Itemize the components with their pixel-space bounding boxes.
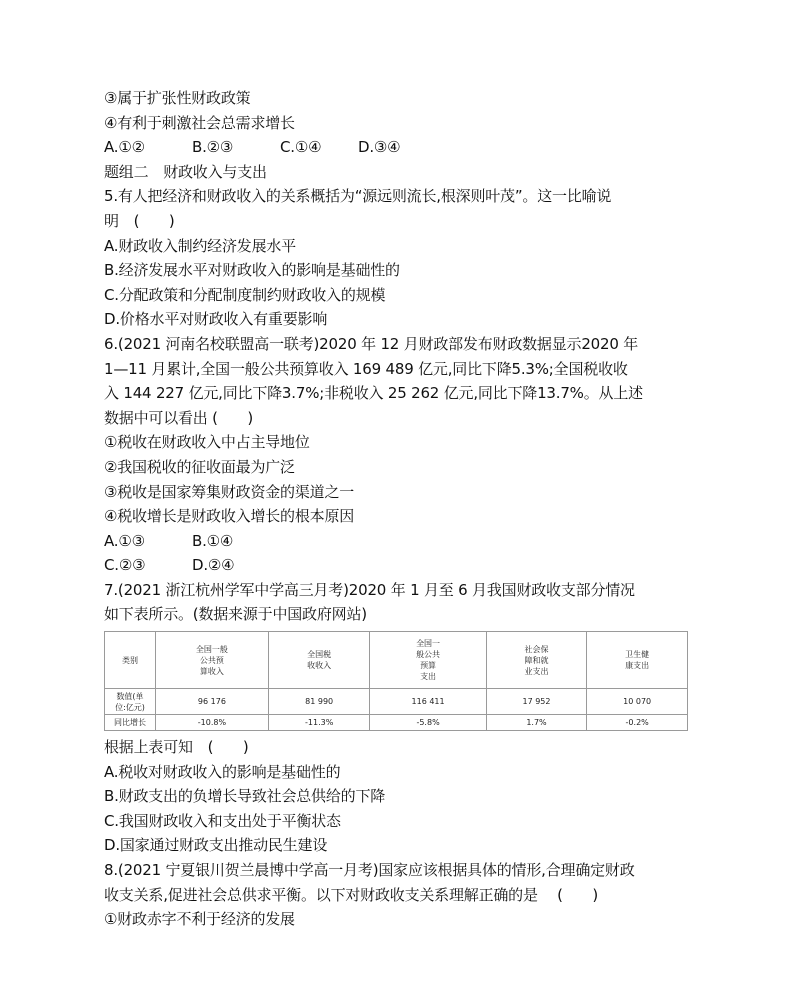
- table-cell: -11.3%: [268, 715, 370, 731]
- q6-option-a: A.①③: [104, 531, 145, 550]
- q8-stem-line-1: 8.(2021 宁夏银川贺兰晨博中学高一月考)国家应该根据具体的情形,合理确定财政: [104, 861, 635, 880]
- table-header-cell: 卫生健 康支出: [587, 632, 688, 689]
- q8-stem-line-2: 收支关系,促进社会总供求平衡。以下对财政收支关系理解正确的是 ( ): [104, 885, 599, 904]
- q4-item-4: ④有利于刺激社会总需求增长: [104, 113, 295, 132]
- table-cell: 116 411: [370, 689, 486, 715]
- q7-option-c: C.我国财政收入和支出处于平衡状态: [104, 811, 341, 830]
- q6-option-c: C.②③: [104, 556, 146, 575]
- q5-option-a: A.财政收入制约经济发展水平: [104, 236, 296, 255]
- table-cell: 17 952: [486, 689, 587, 715]
- q8-item-1: ①财政赤字不利于经济的发展: [104, 910, 295, 929]
- table-cell: 同比增长: [105, 715, 156, 731]
- q5-option-c: C.分配政策和分配制度制约财政收入的规模: [104, 285, 386, 304]
- q6-item-2: ②我国税收的征收面最为广泛: [104, 457, 295, 476]
- q7-option-d: D.国家通过财政支出推动民生建设: [104, 836, 328, 855]
- q4-option-b: B.②③: [192, 138, 234, 157]
- q4-item-3: ③属于扩张性财政政策: [104, 89, 251, 107]
- q7-option-a: A.税收对财政收入的影响是基础性的: [104, 762, 341, 781]
- table-row: [105, 715, 688, 731]
- q6-options-row-2: [104, 553, 704, 578]
- table-cell: 数值(单 位:亿元): [105, 689, 156, 715]
- table-cell: 1.7%: [486, 715, 587, 731]
- fiscal-data-table: [104, 631, 688, 731]
- q6-stem-line-2: 1—11 月累计,全国一般公共预算收入 169 489 亿元,同比下降5.3%;全国税收收: [104, 359, 628, 378]
- table-cell: 81 990: [268, 689, 370, 715]
- q5-option-d: D.价格水平对财政收入有重要影响: [104, 310, 328, 329]
- table-header-cell: 全国一 般公共 预算 支出: [370, 632, 486, 689]
- q6-stem-line-3: 入 144 227 亿元,同比下降3.7%;非税收入 25 262 亿元,同比下降13.7%。从上述: [104, 384, 643, 403]
- table-header-cell: 全国一般 公共预 算收入: [156, 632, 269, 689]
- q7-stem-line-2: 如下表所示。(数据来源于中国政府网站): [104, 605, 367, 624]
- q4-options: [104, 135, 704, 160]
- table-header-row: [105, 632, 688, 689]
- q7-option-b: B.财政支出的负增长导致社会总供给的下降: [104, 787, 386, 806]
- q6-item-4: ④税收增长是财政收入增长的根本原因: [104, 507, 355, 526]
- table-cell: -10.8%: [156, 715, 269, 731]
- table-cell: 10 070: [587, 689, 688, 715]
- table-header-cell: 社会保 障和就 业支出: [486, 632, 587, 689]
- q6-option-b: B.①④: [192, 531, 234, 550]
- q4-option-d: D.③④: [358, 138, 401, 157]
- q5-stem-line-2: 明 ( ): [104, 211, 175, 230]
- document-page: [104, 86, 704, 932]
- table-header-cell: 类别: [105, 632, 156, 689]
- table-row: [105, 689, 688, 715]
- table-header-cell: 全国税 收收入: [268, 632, 370, 689]
- q6-stem-line-4: 数据中可以看出 ( ): [104, 408, 254, 427]
- q6-stem-line-1: 6.(2021 河南名校联盟高一联考)2020 年 12 月财政部发布财政数据显示2020 年: [104, 334, 639, 353]
- q6-option-d: D.②④: [192, 556, 235, 575]
- q6-item-1: ①税收在财政收入中占主导地位: [104, 433, 310, 452]
- table-cell: -0.2%: [587, 715, 688, 731]
- q7-stem-line-3: 根据上表可知 ( ): [104, 738, 249, 757]
- q6-item-3: ③税收是国家筹集财政资金的渠道之一: [104, 482, 355, 501]
- section-title: 题组二 财政收入与支出: [104, 162, 267, 181]
- q5-option-b: B.经济发展水平对财政收入的影响是基础性的: [104, 261, 400, 280]
- q4-option-c: C.①④: [280, 138, 322, 157]
- q7-stem-line-1: 7.(2021 浙江杭州学军中学高三月考)2020 年 1 月至 6 月我国财政收支部分情况: [104, 580, 635, 599]
- table-cell: 96 176: [156, 689, 269, 715]
- table-cell: -5.8%: [370, 715, 486, 731]
- q4-option-a: A.①②: [104, 138, 145, 157]
- q5-stem-line-1: 5.有人把经济和财政收入的关系概括为“源远则流长,根深则叶茂”。这一比喻说: [104, 187, 612, 206]
- q6-options-row-1: [104, 529, 704, 554]
